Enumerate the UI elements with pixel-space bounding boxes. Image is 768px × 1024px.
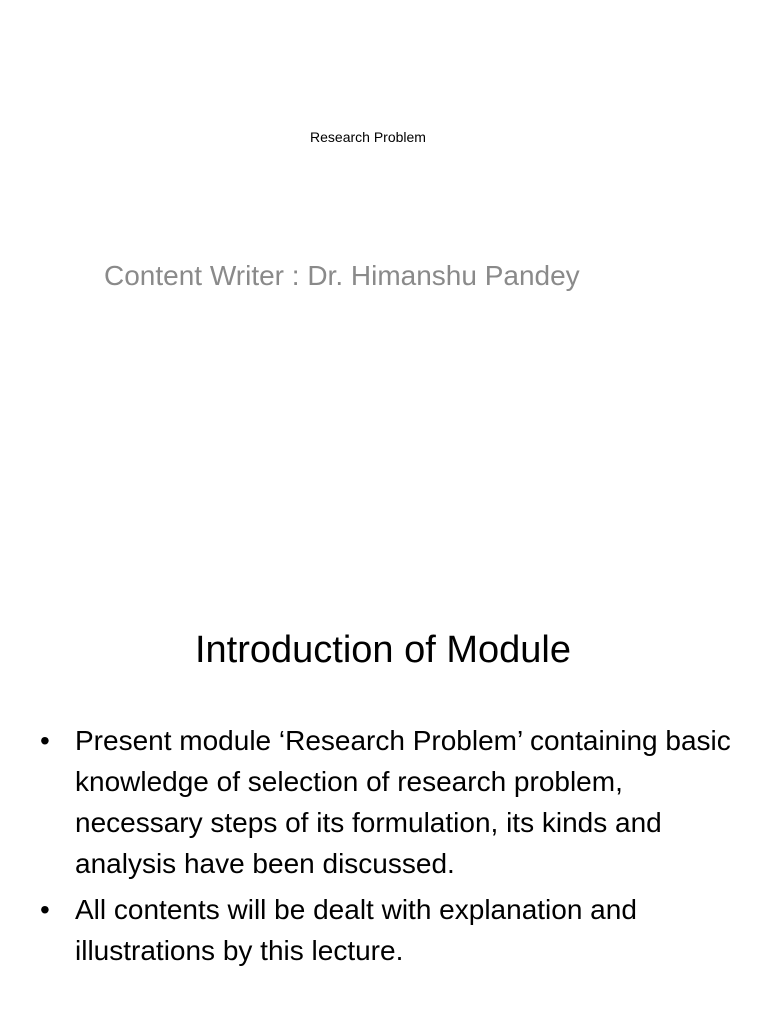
content-writer-subtitle: Content Writer : Dr. Himanshu Pandey — [104, 260, 580, 291]
bullet-icon: • — [40, 725, 50, 756]
bullet-text: All contents will be dealt with explanation and illustrations by this lecture. — [75, 894, 637, 966]
module-heading: Introduction of Module — [194, 629, 571, 671]
bullet-item — [40, 720, 740, 884]
bullet-icon: • — [40, 894, 50, 925]
slide-title: Research Problem — [310, 129, 426, 145]
introduction-slide — [0, 576, 768, 1024]
bullet-text: Present module ‘Research Problem’ containing basic knowledge of selection of research problem, necessary steps of its formulation, its kinds and analysis have been discussed. — [75, 725, 731, 879]
bullet-item — [40, 889, 740, 971]
bullet-list — [40, 720, 740, 976]
